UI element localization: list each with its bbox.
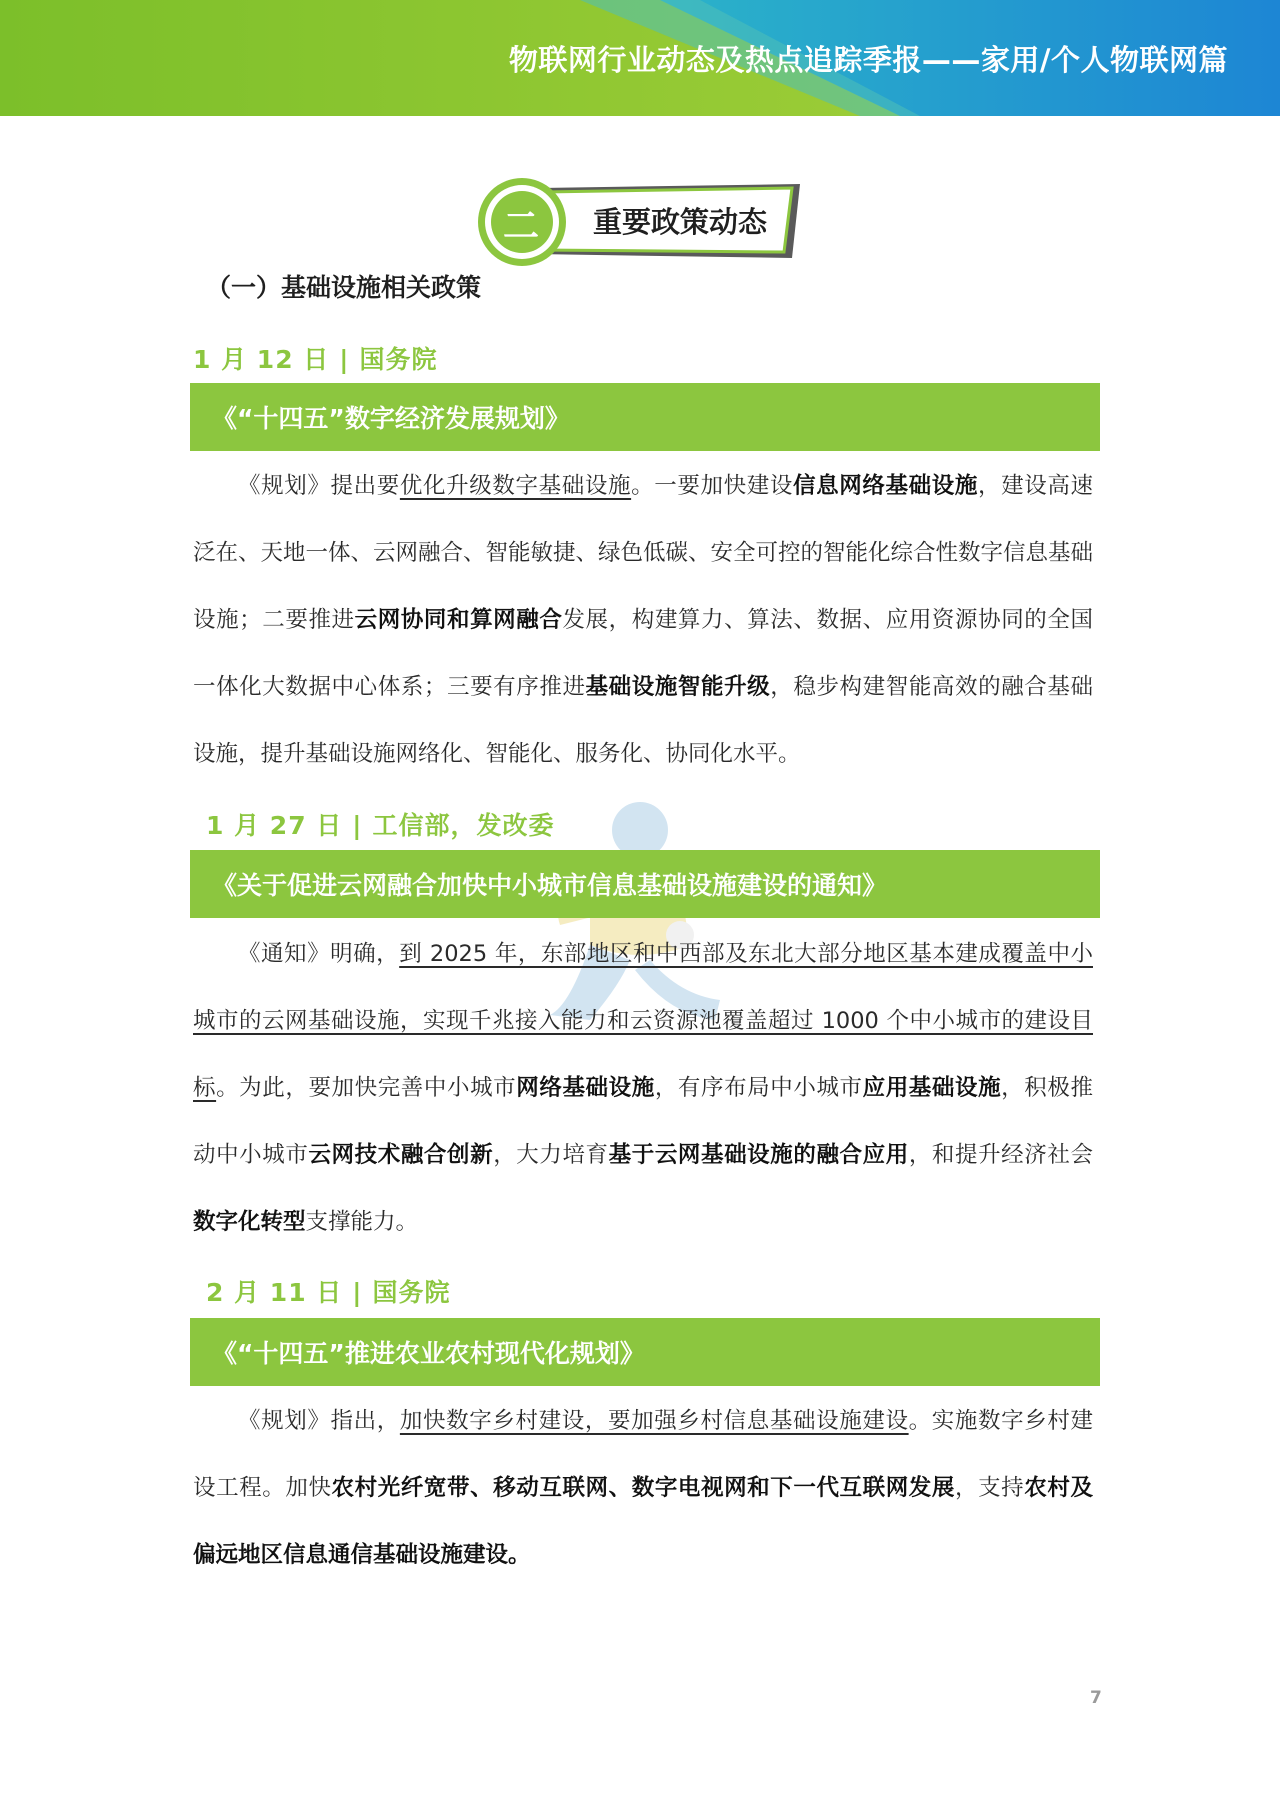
body-text: 发展，构建算力、算法、数据、应用资源协同的全国一体化大数据中心体系；三要有序推进 bbox=[193, 607, 1093, 700]
policy-title-bar: 《“十四五”数字经济发展规划》 bbox=[190, 383, 1100, 451]
body-text: ，大力培育 bbox=[493, 1142, 609, 1168]
body-text: 《通知》明确， bbox=[238, 941, 400, 967]
separator: | bbox=[352, 1278, 363, 1307]
policy-title-bar: 《“十四五”推进农业农村现代化规划》 bbox=[190, 1318, 1100, 1386]
policy-paragraph bbox=[193, 453, 1093, 788]
separator: | bbox=[339, 345, 350, 374]
policy-source: 工信部，发改委 bbox=[372, 811, 555, 840]
body-text: 。为此，要加快完善中小城市 bbox=[216, 1075, 517, 1101]
emphasis-text: 云网协同和算网融合 bbox=[354, 607, 563, 633]
body-text: ，和提升经济社会 bbox=[908, 1142, 1093, 1168]
policy-date-line bbox=[193, 340, 437, 376]
policy-source: 国务院 bbox=[372, 1278, 451, 1307]
emphasis-text: 网络基础设施 bbox=[516, 1075, 655, 1101]
body-text: ，积极推动中小城市 bbox=[193, 1075, 1093, 1168]
policy-paragraph bbox=[193, 921, 1093, 1256]
page-number: 7 bbox=[1090, 1688, 1102, 1708]
body-text: 支撑能力。 bbox=[305, 1209, 419, 1235]
section-number: 二 bbox=[502, 205, 539, 247]
emphasis-text: 云网技术融合创新 bbox=[308, 1142, 494, 1168]
emphasis-text: 基础设施智能升级 bbox=[585, 674, 771, 700]
emphasis-text: 农村及偏远地区信息通信基础设施建设。 bbox=[193, 1475, 1093, 1568]
body-text: 。一要加快建设 bbox=[631, 473, 793, 499]
emphasis-text: 信息网络基础设施 bbox=[792, 473, 978, 499]
body-text: ，有序布局中小城市 bbox=[654, 1075, 863, 1101]
policy-date: 1 月 12 日 bbox=[193, 345, 330, 374]
policy-date: 2 月 11 日 bbox=[206, 1278, 343, 1307]
body-text: 《规划》提出要 bbox=[238, 473, 400, 499]
body-text: ，支持 bbox=[955, 1475, 1025, 1501]
body-text: ，建设高速泛在、天地一体、云网融合、智能敏捷、绿色低碳、安全可控的智能化综合性数字信息基础设施；二要推进 bbox=[193, 473, 1094, 633]
header-title: 物联网行业动态及热点追踪季报——家用/个人物联网篇 bbox=[508, 43, 1228, 77]
subsection-heading: （一）基础设施相关政策 bbox=[206, 273, 482, 302]
page-header bbox=[0, 0, 1280, 116]
underlined-text: 到 2025 年，东部地区和中西部及东北大部分地区基本建成覆盖中小城市的云网基础设施，实现千兆接入能力和云资源池覆盖超过 1000 个中小城市的建设目标 bbox=[193, 941, 1093, 1101]
policy-date-line bbox=[206, 806, 554, 842]
emphasis-text: 基于云网基础设施的融合应用 bbox=[608, 1142, 909, 1168]
policy-source: 国务院 bbox=[359, 345, 438, 374]
policy-title-bar: 《关于促进云网融合加快中小城市信息基础设施建设的通知》 bbox=[190, 850, 1100, 918]
body-text: 。实施数字乡村建设工程。加快 bbox=[193, 1408, 1093, 1501]
body-text: ，稳步构建智能高效的融合基础设施，提升基础设施网络化、智能化、服务化、协同化水平。 bbox=[193, 674, 1093, 767]
emphasis-text: 数字化转型 bbox=[193, 1209, 306, 1235]
body-text: 《规划》指出， bbox=[238, 1408, 400, 1434]
emphasis-text: 农村光纤宽带、移动互联网、数字电视网和下一代互联网发展 bbox=[331, 1475, 955, 1501]
section-badge bbox=[478, 174, 808, 270]
underlined-text: 优化升级数字基础设施 bbox=[399, 473, 632, 499]
underlined-text: 加快数字乡村建设，要加强乡村信息基础设施建设 bbox=[399, 1408, 909, 1434]
emphasis-text: 应用基础设施 bbox=[862, 1075, 1002, 1101]
policy-paragraph bbox=[193, 1388, 1093, 1589]
separator: | bbox=[352, 811, 363, 840]
section-title: 重要政策动态 bbox=[593, 205, 768, 239]
policy-date: 1 月 27 日 bbox=[206, 811, 343, 840]
policy-date-line bbox=[206, 1273, 450, 1309]
